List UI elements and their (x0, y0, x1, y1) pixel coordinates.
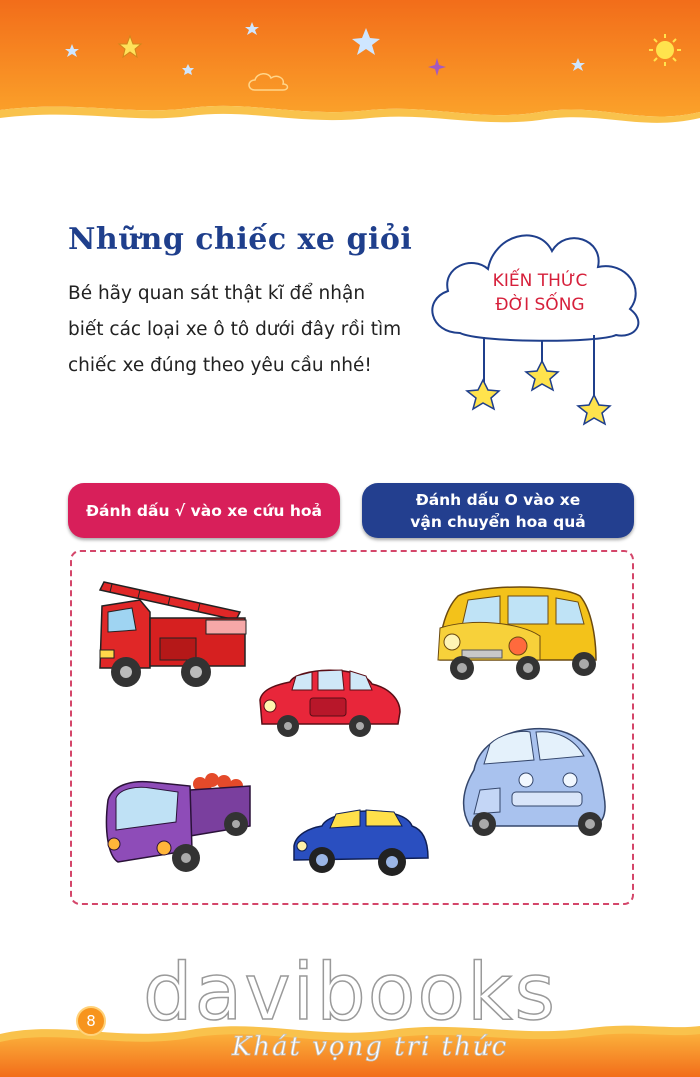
star-icon (467, 380, 499, 409)
yellow-bus-image[interactable] (438, 587, 596, 680)
task-text-line: vận chuyển hoa quả (410, 512, 586, 531)
task-text: Đánh dấu √ vào xe cứu hoả (86, 501, 322, 520)
task-fire-truck-label (68, 483, 340, 538)
task-fruit-truck-label (362, 483, 634, 538)
cloud-icon (420, 205, 660, 435)
watermark: davibooks (143, 948, 557, 1038)
star-icon (578, 395, 610, 424)
header-band (0, 0, 700, 140)
page-number: 8 (76, 1006, 106, 1036)
instruction-line: Bé hãy quan sát thật kĩ để nhận (68, 283, 366, 304)
instruction-line: chiếc xe đúng theo yêu cầu nhé! (68, 355, 372, 376)
cloud-label-line: ĐỜI SỐNG (495, 295, 585, 315)
page-title: Những chiếc xe giỏi (68, 222, 413, 257)
cloud-label-line: KIẾN THỨC (492, 271, 588, 291)
life-knowledge-badge (420, 205, 660, 435)
task-text-line: Đánh dấu O vào xe (415, 490, 581, 509)
instruction-line: biết các loại xe ô tô dưới đây rồi tìm (68, 319, 402, 340)
star-icon (526, 361, 558, 390)
instructions (68, 276, 428, 384)
watermark-tagline: Khát vọng tri thức (231, 1032, 509, 1062)
